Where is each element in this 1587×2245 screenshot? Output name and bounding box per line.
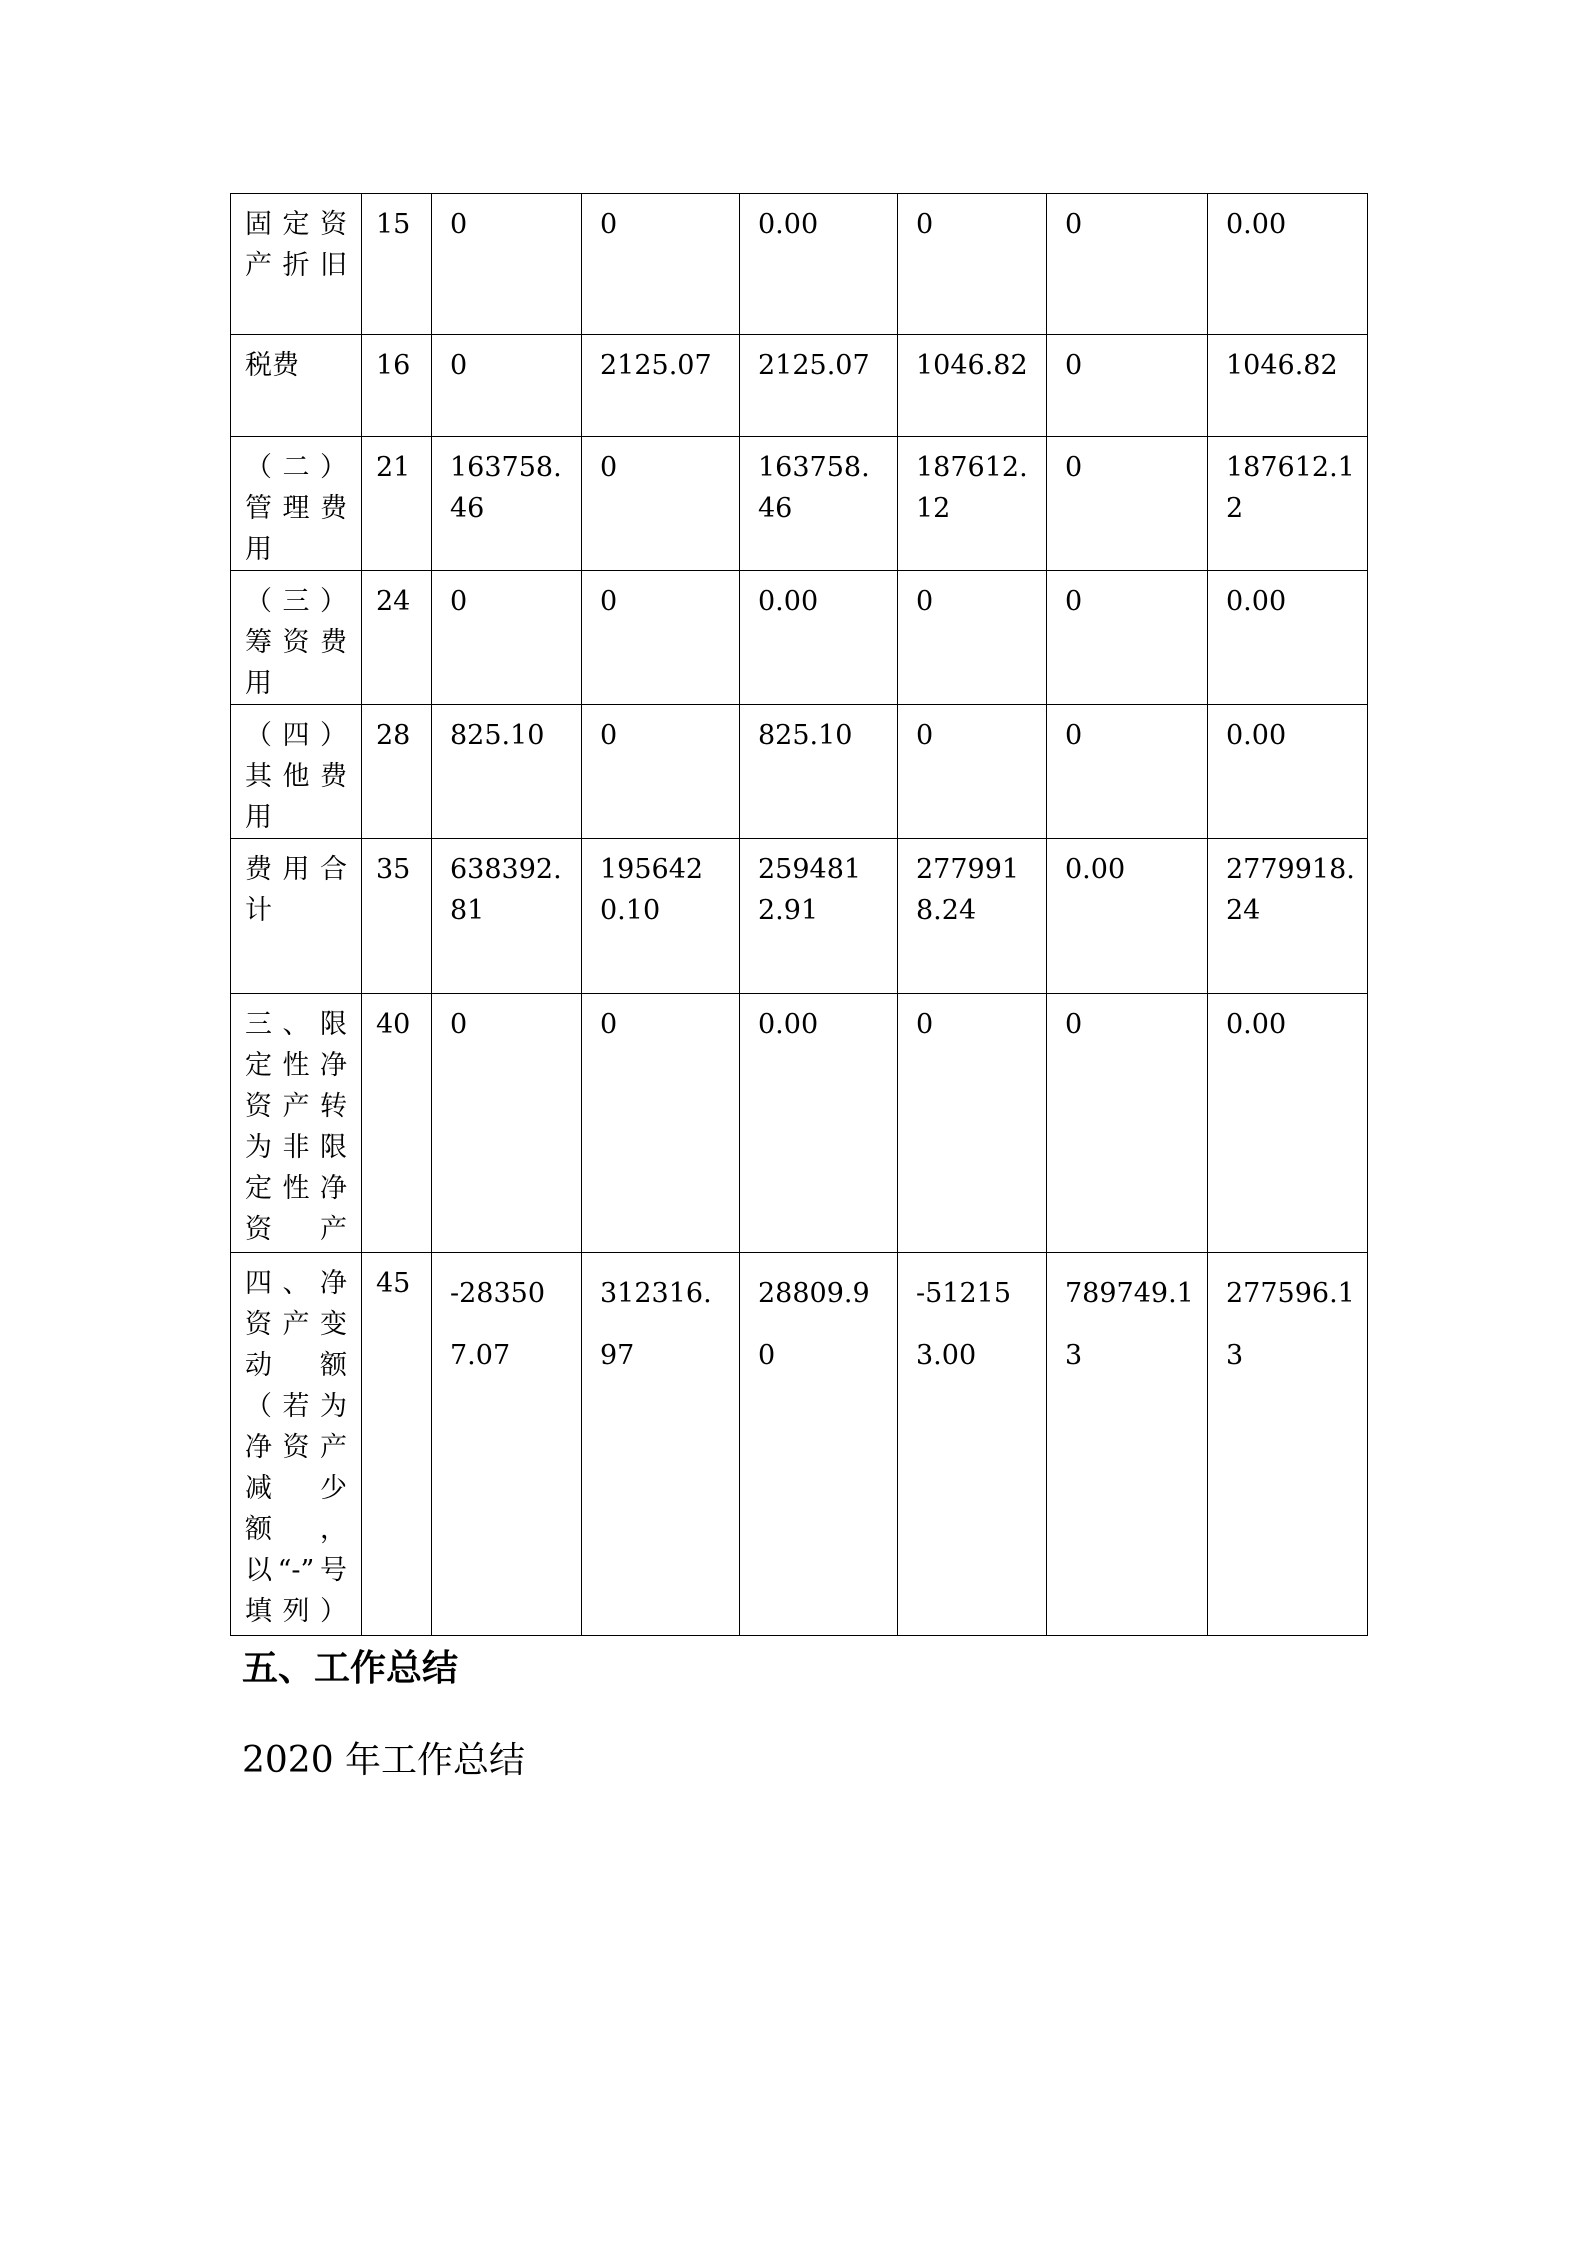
table-cell: 638392.81 [432,839,582,994]
section-heading: 五、工作总结 [242,1647,459,1689]
table-cell: 0.00 [1208,994,1368,1253]
table-cell: 0 [898,194,1047,335]
table-cell: 0 [898,994,1047,1253]
table-row [231,437,1368,571]
row-label: （四）其他费用 [231,705,362,839]
table-cell: 0 [1047,705,1208,839]
table-cell: -283507.07 [432,1253,582,1636]
row-label: 费用合计 [231,839,362,994]
table-cell: 0.00 [1208,194,1368,335]
table-cell: 0 [432,571,582,705]
table-cell: 2779918.24 [898,839,1047,994]
table-cell: 825.10 [432,705,582,839]
table-cell: 1956420.10 [582,839,740,994]
table-cell: 2125.07 [740,335,898,437]
table-cell: 789749.13 [1047,1253,1208,1636]
table-cell: 0 [582,437,740,571]
table-cell: 0 [1047,335,1208,437]
table-row [231,994,1368,1253]
row-label: 三、限定性净资产转为非限定性净资产 [231,994,362,1253]
table-cell: 0.00 [740,194,898,335]
table-cell: -512153.00 [898,1253,1047,1636]
table-cell: 0.00 [1208,571,1368,705]
table-cell: 163758.46 [432,437,582,571]
table-cell: 0 [898,705,1047,839]
table-cell: 312316.97 [582,1253,740,1636]
table-cell: 163758.46 [740,437,898,571]
table-cell: 0 [582,705,740,839]
row-number: 40 [362,994,432,1253]
table-cell: 277596.13 [1208,1253,1368,1636]
row-number: 28 [362,705,432,839]
table-cell: 2125.07 [582,335,740,437]
table-row [231,1253,1368,1636]
table-cell: 0 [582,194,740,335]
table-cell: 0 [1047,437,1208,571]
table-cell: 0 [432,194,582,335]
table-cell: 0 [432,335,582,437]
table-row [231,335,1368,437]
table-cell: 0 [582,571,740,705]
table-cell: 1046.82 [898,335,1047,437]
row-number: 15 [362,194,432,335]
table-cell: 825.10 [740,705,898,839]
table-cell: 187612.12 [898,437,1047,571]
table-row [231,705,1368,839]
table-row [231,571,1368,705]
table-cell: 28809.90 [740,1253,898,1636]
table-cell: 0 [898,571,1047,705]
table-cell: 2779918.24 [1208,839,1368,994]
section-subheading: 2020 年工作总结 [242,1740,526,1781]
financial-table [230,193,1368,1636]
table-row [231,839,1368,994]
row-number: 16 [362,335,432,437]
table-cell: 0.00 [740,994,898,1253]
table-cell: 0 [1047,994,1208,1253]
table-cell: 187612.12 [1208,437,1368,571]
table-cell: 0 [432,994,582,1253]
table-cell: 0.00 [1047,839,1208,994]
table-cell: 2594812.91 [740,839,898,994]
table-cell: 0 [1047,571,1208,705]
table-cell: 0.00 [740,571,898,705]
row-number: 24 [362,571,432,705]
table-cell: 0 [582,994,740,1253]
table-cell: 1046.82 [1208,335,1368,437]
table-row [231,194,1368,335]
row-number: 35 [362,839,432,994]
row-label: （二）管理费用 [231,437,362,571]
table-cell: 0 [1047,194,1208,335]
row-label: 固定资产折旧 [231,194,362,335]
row-number: 21 [362,437,432,571]
row-label: 四、净资产变动额（若为净资产减少额，以“-”号填列） [231,1253,362,1636]
row-label: 税费 [231,335,362,437]
row-number: 45 [362,1253,432,1636]
row-label: （三）筹资费用 [231,571,362,705]
table-cell: 0.00 [1208,705,1368,839]
